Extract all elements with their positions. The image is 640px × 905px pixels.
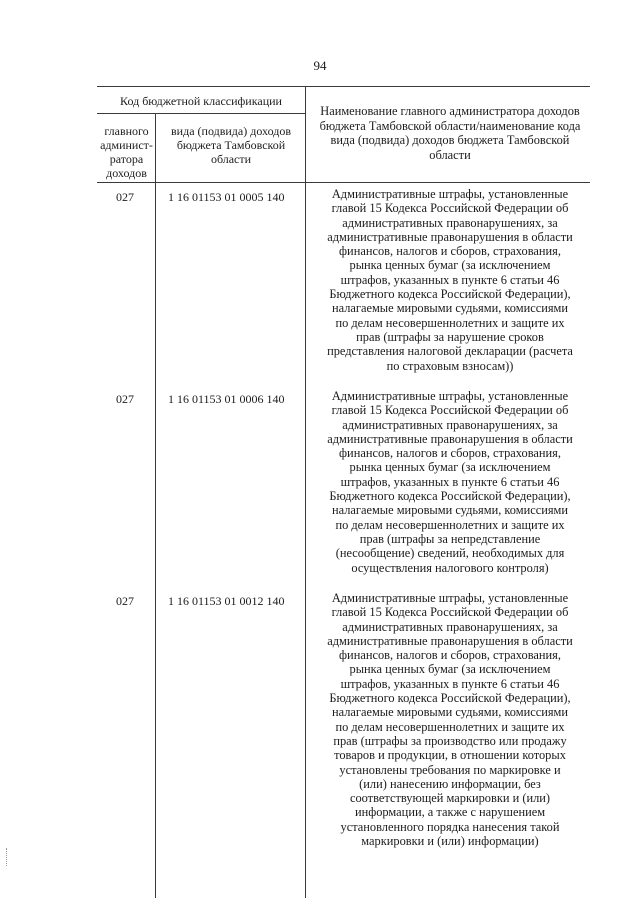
header-bottom-border (97, 182, 590, 183)
description-line: установлены требования по маркировке и (339, 762, 561, 777)
description-line: главой 15 Кодекса Российской Федерации об (331, 201, 569, 216)
table-row-3-admin-code: 027 (116, 594, 134, 608)
header-group-title: Код бюджетной классификации (120, 94, 282, 108)
table-row-2-admin-code: 027 (116, 392, 134, 406)
table-row-1-description (312, 187, 588, 373)
description-line: Административные штрафы, установленные (331, 389, 569, 403)
description-line: главой 15 Кодекса Российской Федерации об (331, 403, 569, 418)
description-line: по делам несовершеннолетних и защите их (335, 517, 565, 532)
description-line: товаров и продукции, в отношении которых (334, 748, 566, 763)
table-row-1-admin-code: 027 (116, 190, 134, 204)
description-line: штрафов, указанных в пункте 6 статьи 46 (340, 272, 560, 287)
description-line: административные правонарушения в области (327, 633, 573, 648)
description-line: рынка ценных бумаг (за исключением (349, 662, 551, 677)
description-line: Административные штрафы, установленные (331, 591, 569, 605)
description-line: административных правонарушениях, за (342, 417, 558, 432)
description-line: прав (штрафы за непредставление (359, 531, 541, 546)
description-line: Административные штрафы, установленные (331, 187, 569, 201)
description-line: налагаемые мировыми судьями, комиссиями (331, 503, 569, 518)
table-top-border (97, 86, 590, 87)
description-line: рынка ценных бумаг (за исключением (349, 460, 551, 475)
description-line: Бюджетного кодекса Российской Федерации), (329, 489, 571, 504)
description-line: осуществления налогового контроля) (351, 560, 549, 575)
description-line: по страховым взносам)) (386, 358, 514, 373)
table-row-3-description (312, 591, 588, 848)
description-line: административные правонарушения в области (327, 431, 573, 446)
description-line: Бюджетного кодекса Российской Федерации), (329, 287, 571, 302)
description-line: маркировки и (или) информации) (361, 834, 539, 849)
description-line: главой 15 Кодекса Российской Федерации об (331, 605, 569, 620)
description-line: информации, а также с нарушением (354, 805, 546, 820)
description-line: представления налоговой декларации (расчета (327, 344, 573, 359)
description-line: финансов, налогов и сборов, страхования, (339, 244, 561, 259)
scan-margin-mark (6, 848, 9, 866)
description-line: финансов, налогов и сборов, страхования, (339, 446, 561, 461)
column-divider-1 (155, 113, 156, 898)
header-subgroup-divider (97, 113, 305, 114)
description-line: административных правонарушениях, за (342, 619, 558, 634)
column-divider-2 (305, 86, 306, 898)
header-name-column: Наименование главного администратора доходов бюджета Тамбовской области/наименование кода вида (подвида) доходов бюджета Тамбовской области (319, 104, 581, 162)
description-line: прав (штрафы за производство или продажу (333, 733, 567, 748)
description-line: (несообщение) сведений, необходимых для (335, 546, 565, 561)
description-line: налагаемые мировыми судьями, комиссиями (331, 705, 569, 720)
header-admin-column: главного админист-ратора доходов (100, 124, 153, 180)
header-code-column: вида (подвида) доходов бюджета Тамбовской области (171, 124, 291, 166)
description-line: Бюджетного кодекса Российской Федерации), (329, 691, 571, 706)
table-row-2-description (312, 389, 588, 575)
description-line: установленного порядка нанесения такой (340, 819, 560, 834)
description-line: административных правонарушениях, за (342, 215, 558, 230)
description-line: по делам несовершеннолетних и защите их (335, 719, 565, 734)
description-line: штрафов, указанных в пункте 6 статьи 46 (340, 676, 560, 691)
description-line: прав (штрафы за нарушение сроков (356, 329, 544, 344)
description-line: (или) нанесению информации, без (359, 776, 541, 791)
description-line: рынка ценных бумаг (за исключением (349, 258, 551, 273)
table-row-2-budget-code: 1 16 01153 01 0006 140 (168, 392, 285, 406)
table-row-1-budget-code: 1 16 01153 01 0005 140 (168, 190, 285, 204)
description-line: административные правонарушения в области (327, 229, 573, 244)
description-line: финансов, налогов и сборов, страхования, (339, 648, 561, 663)
table-row-3-budget-code: 1 16 01153 01 0012 140 (168, 594, 285, 608)
description-line: соответствующей маркировки и (или) (349, 791, 551, 806)
description-line: по делам несовершеннолетних и защите их (335, 315, 565, 330)
description-line: налагаемые мировыми судьями, комиссиями (331, 301, 569, 316)
description-line: штрафов, указанных в пункте 6 статьи 46 (340, 474, 560, 489)
page-number: 94 (313, 58, 327, 73)
